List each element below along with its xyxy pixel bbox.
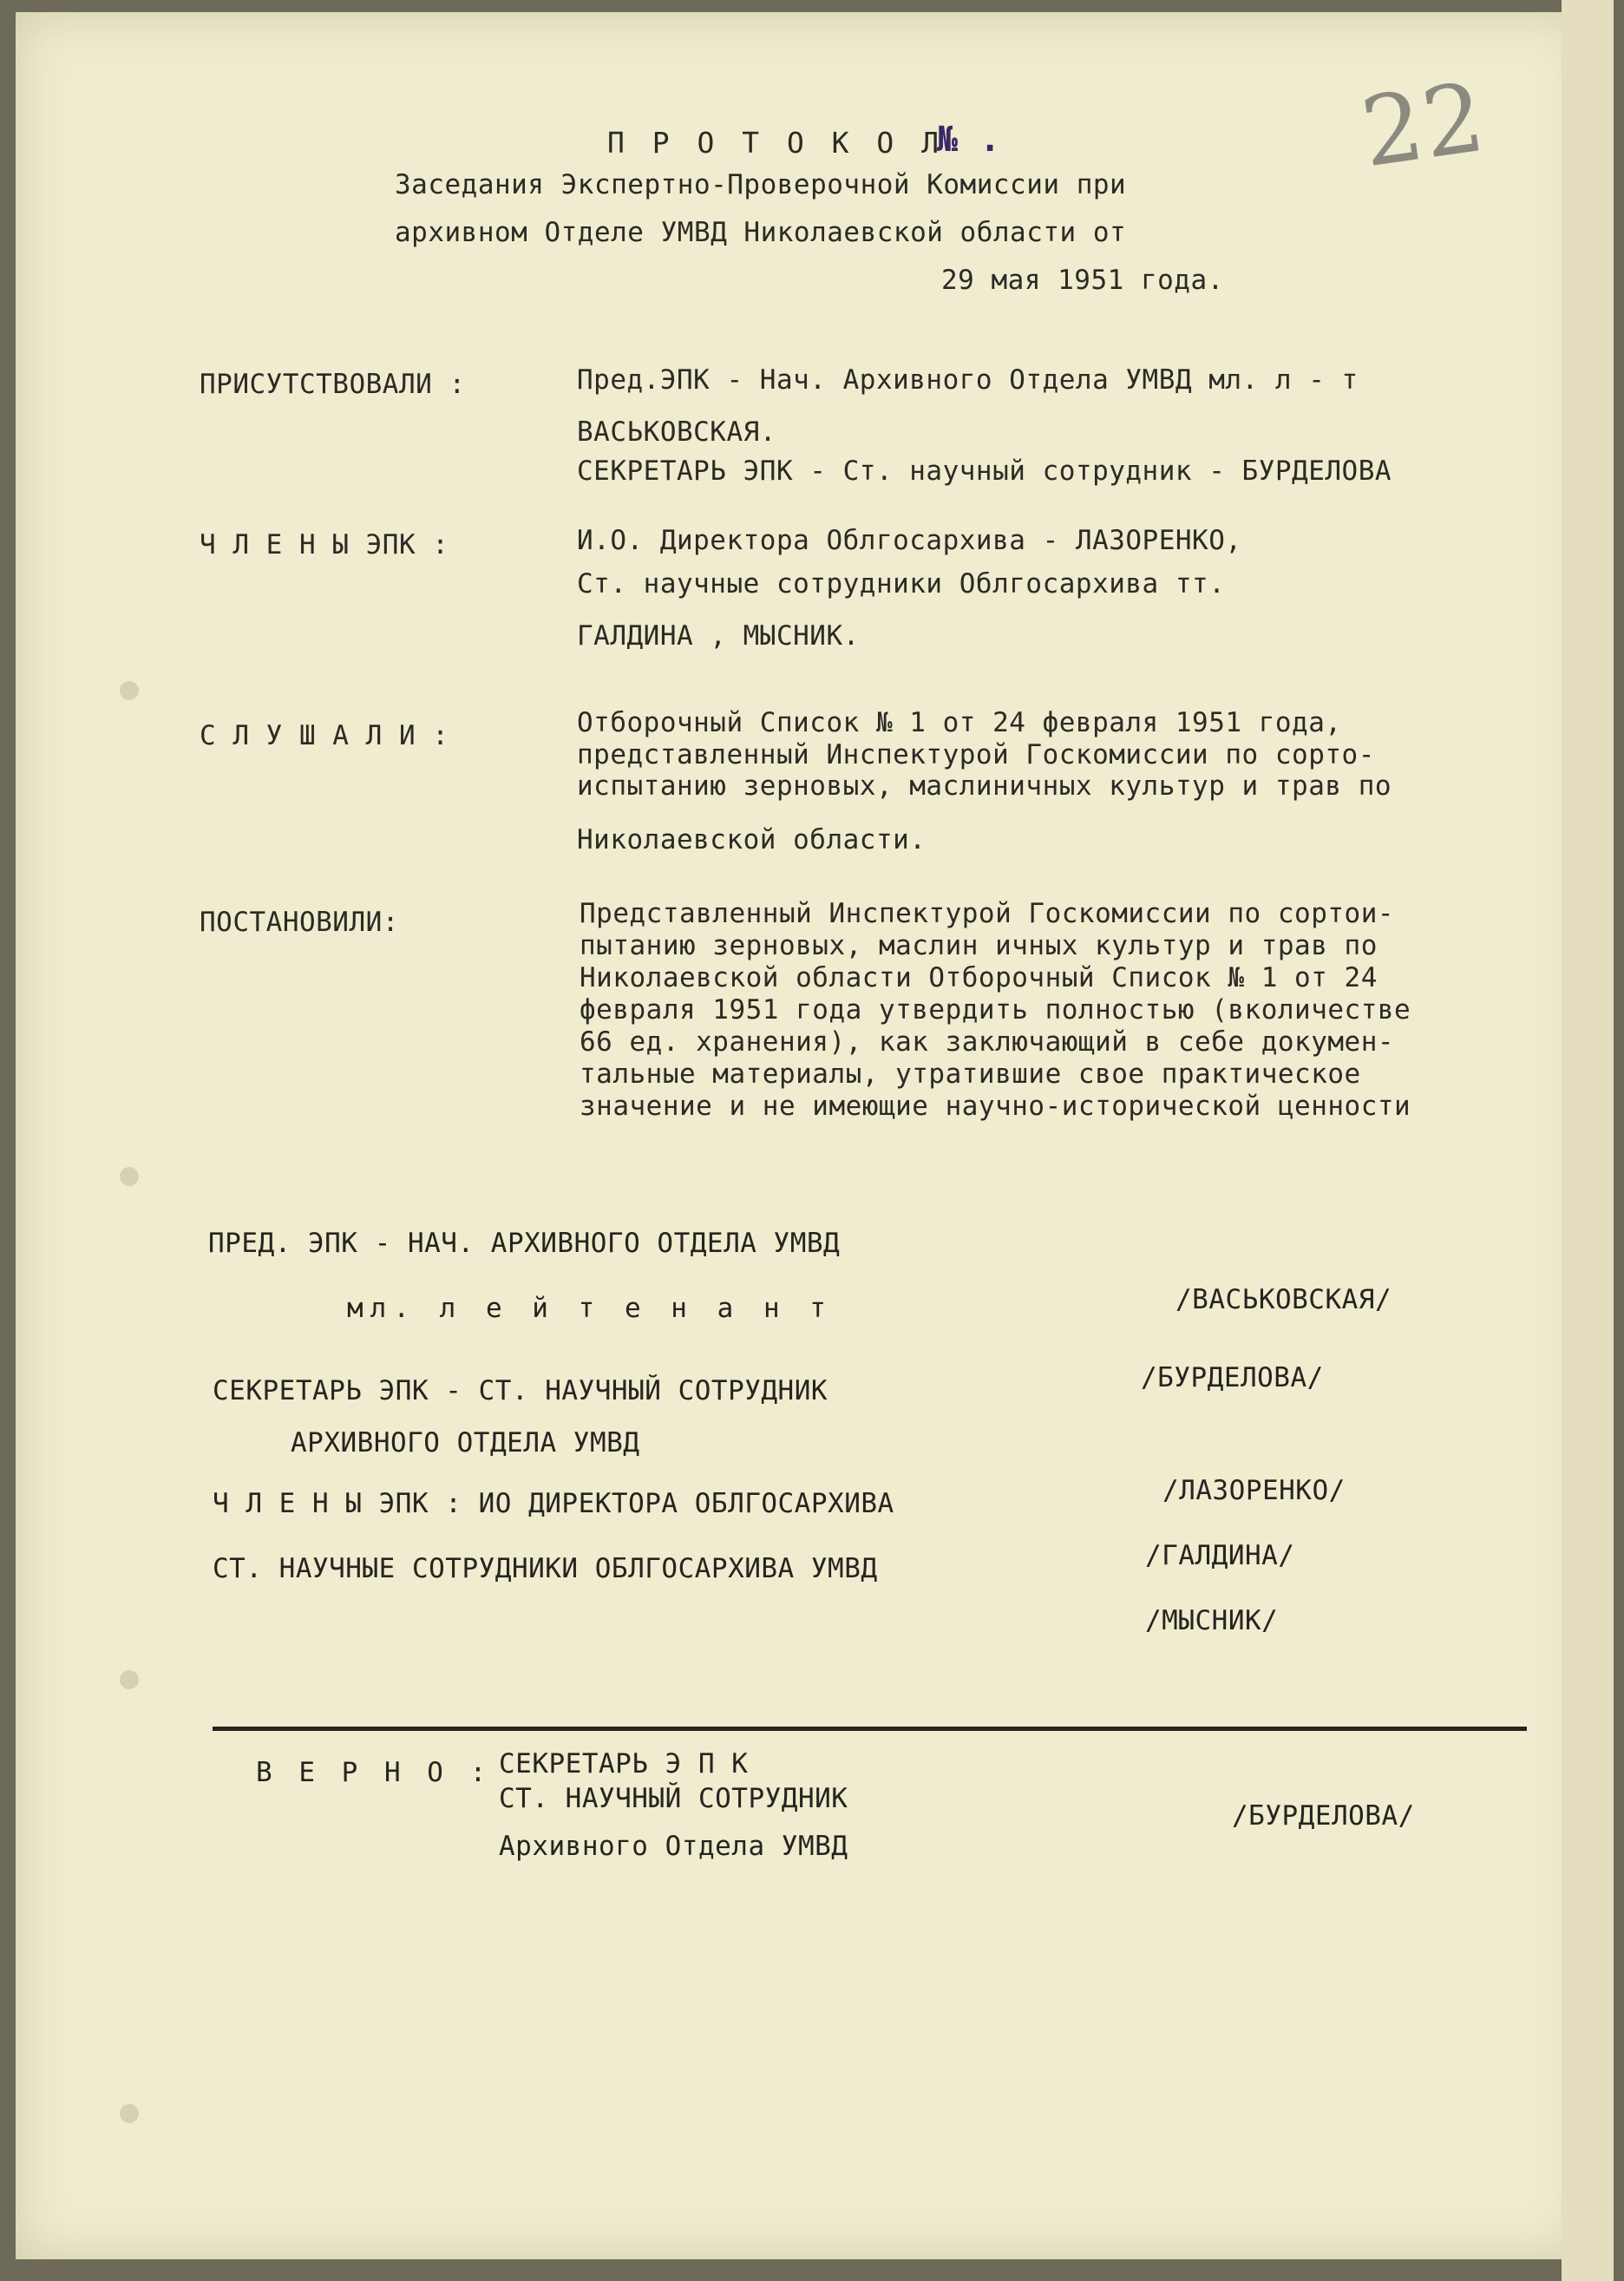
title-line-2: Заседания Экспертно-Проверочной Комиссии при [395, 169, 1127, 200]
resolved-line: значение и не имеющие научно-исторической ценности [580, 1091, 1411, 1122]
present-label: ПРИСУТСТВОВАЛИ : [200, 369, 466, 400]
secretary-name: /БУРДЕЛОВА/ [1141, 1362, 1324, 1393]
title-ink-mark: № . [937, 120, 1001, 160]
heard-line: Николаевской области. [577, 824, 927, 855]
chair-title: ПРЕД. ЭПК - НАЧ. АРХИВНОГО ОТДЕЛА УМВД [208, 1228, 841, 1259]
resolved-line: тальные материалы, утратившие свое практическое [580, 1059, 1361, 1090]
document-title: П Р О Т О К О Л [607, 126, 945, 160]
resolved-line: февраля 1951 года утвердить полностью (вколичестве [580, 994, 1411, 1026]
document-page [16, 12, 1588, 2259]
certified-line-2: СТ. НАУЧНЫЙ СОТРУДНИК [499, 1783, 848, 1814]
heard-label: С Л У Ш А Л И : [200, 720, 449, 751]
members-line-3: ГАЛДИНА , МЫСНИК. [577, 620, 860, 652]
certified-line-3: Архивного Отдела УМВД [499, 1831, 848, 1862]
resolved-line: 66 ед. хранения), как заключающий в себе докумен- [580, 1026, 1395, 1058]
heard-line: испытанию зерновых, маслиничных культур и трав по [577, 770, 1392, 802]
member-name: /ГАЛДИНА/ [1145, 1540, 1295, 1571]
page-edge [1562, 0, 1614, 2281]
member-name: /ЛАЗОРЕНКО/ [1162, 1475, 1346, 1506]
resolved-line: Представленный Инспектурой Госкомиссии по сортои- [580, 898, 1395, 929]
title-date: 29 мая 1951 года. [941, 265, 1224, 296]
punch-hole [120, 2104, 139, 2123]
present-line-1: Пред.ЭПК - Нач. Архивного Отдела УМВД мл. л - т [577, 364, 1359, 396]
resolved-line: пытанию зерновых, маслин ичных культур и трав по [580, 930, 1378, 961]
present-line-3: СЕКРЕТАРЬ ЭПК - Ст. научный сотрудник - БУРДЕЛОВА [577, 456, 1392, 487]
members-label: Ч Л Е Н Ы ЭПК : [200, 529, 449, 560]
chair-name: /ВАСЬКОВСКАЯ/ [1175, 1284, 1392, 1315]
members-signature-title: Ч Л Е Н Ы ЭПК : ИО ДИРЕКТОРА ОБЛГОСАРХИВА [213, 1488, 894, 1519]
chair-rank: мл. л е й т е н а н т [347, 1293, 833, 1324]
title-line-3: архивном Отделе УМВД Николаевской области от [395, 217, 1127, 248]
staff-signature-title: СТ. НАУЧНЫЕ СОТРУДНИКИ ОБЛГОСАРХИВА УМВД [213, 1553, 878, 1584]
resolved-label: ПОСТАНОВИЛИ: [200, 907, 399, 938]
member-name: /МЫСНИК/ [1145, 1605, 1279, 1636]
secretary-department: АРХИВНОГО ОТДЕЛА УМВД [291, 1427, 640, 1458]
certified-name: /БУРДЕЛОВА/ [1232, 1800, 1415, 1832]
divider-line [213, 1727, 1527, 1731]
secretary-title: СЕКРЕТАРЬ ЭПК - СТ. НАУЧНЫЙ СОТРУДНИК [213, 1375, 828, 1406]
punch-hole [120, 681, 139, 700]
members-line-1: И.О. Директора Облгосархива - ЛАЗОРЕНКО, [577, 525, 1242, 556]
punch-hole [120, 1670, 139, 1689]
present-line-2: ВАСЬКОВСКАЯ. [577, 416, 776, 448]
margin-page-number: 22 [1354, 61, 1492, 189]
certified-label: В Е Р Н О : [256, 1757, 492, 1788]
members-line-2: Ст. научные сотрудники Облгосархива тт. [577, 568, 1226, 600]
resolved-line: Николаевской области Отборочный Список № 1 от 24 [580, 962, 1378, 993]
heard-line: представленный Инспектурой Госкомиссии по сорто- [577, 739, 1375, 770]
punch-hole [120, 1167, 139, 1186]
certified-line-1: СЕКРЕТАРЬ Э П К [499, 1748, 749, 1780]
heard-line: Отборочный Список № 1 от 24 февраля 1951 года, [577, 707, 1342, 738]
